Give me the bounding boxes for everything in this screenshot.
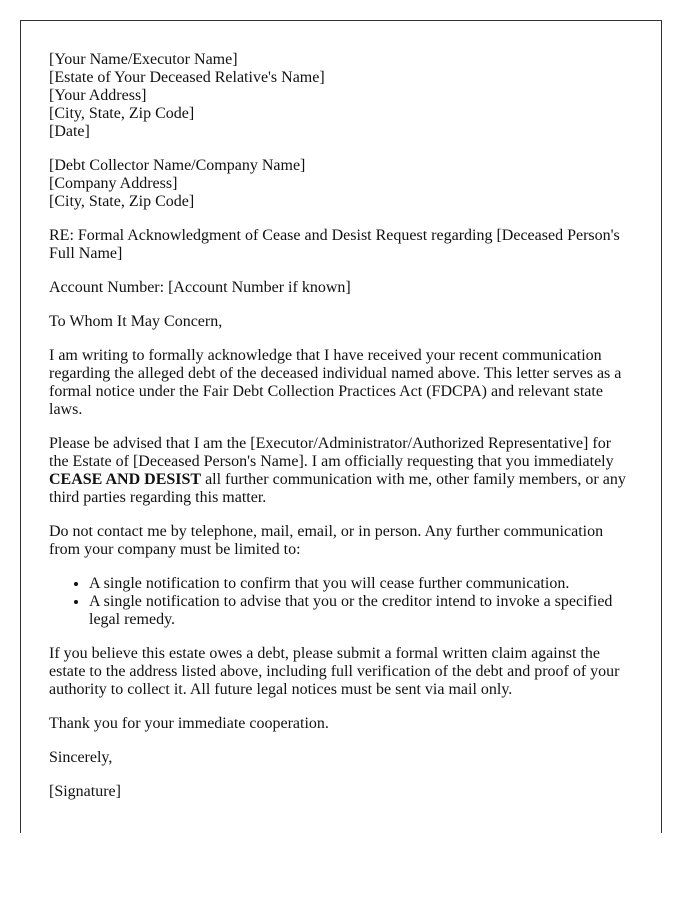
- sender-name: [Your Name/Executor Name]: [49, 51, 238, 68]
- body-paragraph-contact-limits: Do not contact me by telephone, mail, email, or in person. Any further communication from your company must be limited to:: [49, 523, 604, 558]
- cease-and-desist-emphasis: CEASE AND DESIST: [49, 471, 202, 488]
- cease-request-text-after: all further communication with me, other family members, or any third parties regarding this matter.: [49, 471, 626, 506]
- account-number-line: Account Number: [Account Number if known]: [49, 279, 351, 296]
- sender-address-block: [49, 51, 633, 141]
- body-paragraph-cease-request: [49, 435, 633, 507]
- permitted-communications-list: [49, 575, 633, 629]
- recipient-address: [Company Address]: [49, 175, 178, 192]
- body-paragraph-claim-instructions: If you believe this estate owes a debt, please submit a formal written claim against the estate to the address listed above, including full verification of the debt and proof of your authority to collect it. All future legal notices must be sent via mail only.: [49, 645, 620, 698]
- salutation: To Whom It May Concern,: [49, 313, 223, 330]
- closing: Sincerely,: [49, 749, 113, 766]
- body-paragraph-thanks: Thank you for your immediate cooperation.: [49, 715, 329, 732]
- body-paragraph-acknowledgment: I am writing to formally acknowledge that I have received your recent communication regarding the alleged debt of the deceased individual named above. This letter serves as a formal notice under the Fair Debt Collection Practices Act (FDCPA) and relevant state laws.: [49, 347, 622, 418]
- recipient-city-state-zip: [City, State, Zip Code]: [49, 193, 195, 210]
- subject-line: RE: Formal Acknowledgment of Cease and Desist Request regarding [Deceased Person's Full Name]: [49, 227, 620, 262]
- recipient-address-block: [49, 157, 633, 211]
- cease-request-text-before: Please be advised that I am the [Executor/Administrator/Authorized Representative] for the Estate of [Deceased Person's Name]. I am officially requesting that you immediately: [49, 435, 614, 470]
- signature-placeholder: [Signature]: [49, 783, 121, 800]
- sender-estate: [Estate of Your Deceased Relative's Name]: [49, 69, 325, 86]
- list-item: • A single notification to confirm that you will cease further communication.: [89, 575, 633, 593]
- sender-city-state-zip: [City, State, Zip Code]: [49, 105, 195, 122]
- list-item: • A single notification to advise that you or the creditor intend to invoke a specified legal remedy.: [89, 593, 633, 629]
- letter-date: [Date]: [49, 123, 90, 140]
- letter-document: [20, 20, 662, 833]
- sender-address: [Your Address]: [49, 87, 147, 104]
- recipient-name: [Debt Collector Name/Company Name]: [49, 157, 306, 174]
